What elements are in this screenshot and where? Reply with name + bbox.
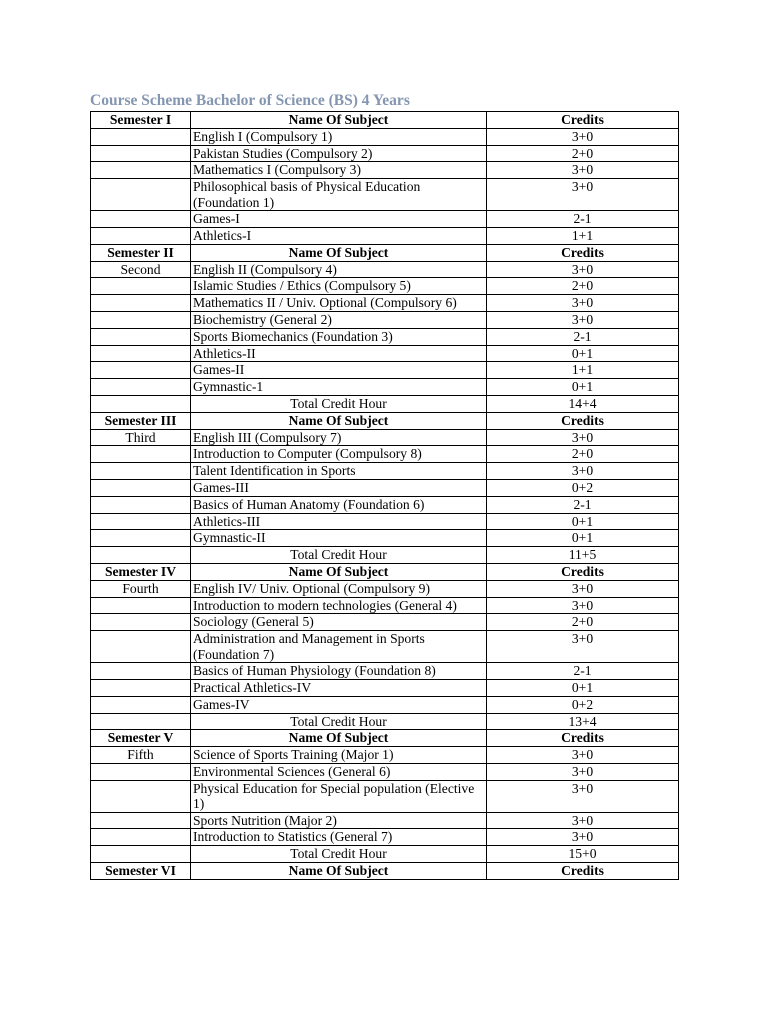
credit-value: 3+0 bbox=[487, 128, 679, 145]
semester-ordinal bbox=[91, 227, 191, 244]
subject-row bbox=[91, 379, 679, 396]
subject-row bbox=[91, 211, 679, 228]
semester-header-row bbox=[91, 412, 679, 429]
total-credit-row bbox=[91, 547, 679, 564]
subject-name: Introduction to Statistics (General 7) bbox=[191, 829, 487, 846]
credit-value: 0+1 bbox=[487, 530, 679, 547]
credits-column-header: Credits bbox=[487, 563, 679, 580]
subject-row bbox=[91, 631, 679, 663]
subject-column-header: Name Of Subject bbox=[191, 112, 487, 129]
credit-value: 2+0 bbox=[487, 614, 679, 631]
subject-row bbox=[91, 278, 679, 295]
subject-name: Games-II bbox=[191, 362, 487, 379]
subject-row bbox=[91, 362, 679, 379]
semester-label: Semester I bbox=[91, 112, 191, 129]
subject-row bbox=[91, 696, 679, 713]
semester-ordinal bbox=[91, 395, 191, 412]
credit-value: 3+0 bbox=[487, 261, 679, 278]
semester-ordinal bbox=[91, 278, 191, 295]
subject-row bbox=[91, 663, 679, 680]
total-credit-value: 15+0 bbox=[487, 846, 679, 863]
subject-name: English II (Compulsory 4) bbox=[191, 261, 487, 278]
credit-value: 0+2 bbox=[487, 479, 679, 496]
credit-value: 2-1 bbox=[487, 211, 679, 228]
total-credit-row bbox=[91, 846, 679, 863]
semester-ordinal bbox=[91, 295, 191, 312]
subject-name: Athletics-III bbox=[191, 513, 487, 530]
credit-value: 2-1 bbox=[487, 496, 679, 513]
semester-ordinal bbox=[91, 162, 191, 179]
semester-ordinal bbox=[91, 812, 191, 829]
semester-ordinal bbox=[91, 479, 191, 496]
credit-value: 0+1 bbox=[487, 379, 679, 396]
credit-value: 3+0 bbox=[487, 463, 679, 480]
semester-ordinal: Fifth bbox=[91, 747, 191, 764]
credit-value: 2-1 bbox=[487, 663, 679, 680]
semester-label: Semester III bbox=[91, 412, 191, 429]
semester-ordinal bbox=[91, 547, 191, 564]
subject-row bbox=[91, 763, 679, 780]
subject-row bbox=[91, 513, 679, 530]
semester-ordinal bbox=[91, 631, 191, 663]
credit-value: 3+0 bbox=[487, 747, 679, 764]
subject-row bbox=[91, 530, 679, 547]
credit-value: 3+0 bbox=[487, 812, 679, 829]
subject-row bbox=[91, 345, 679, 362]
semester-header-row bbox=[91, 244, 679, 261]
subject-name: English IV/ Univ. Optional (Compulsory 9) bbox=[191, 580, 487, 597]
subject-row bbox=[91, 429, 679, 446]
subject-row bbox=[91, 261, 679, 278]
semester-ordinal bbox=[91, 145, 191, 162]
course-scheme-table bbox=[90, 111, 679, 880]
credits-column-header: Credits bbox=[487, 412, 679, 429]
credit-value: 0+1 bbox=[487, 679, 679, 696]
credit-value: 3+0 bbox=[487, 780, 679, 812]
subject-column-header: Name Of Subject bbox=[191, 730, 487, 747]
subject-row bbox=[91, 295, 679, 312]
semester-ordinal: Third bbox=[91, 429, 191, 446]
subject-name: Gymnastic-1 bbox=[191, 379, 487, 396]
credit-value: 3+0 bbox=[487, 295, 679, 312]
semester-ordinal bbox=[91, 597, 191, 614]
subject-name: Sociology (General 5) bbox=[191, 614, 487, 631]
subject-row bbox=[91, 145, 679, 162]
subject-name: Sports Biomechanics (Foundation 3) bbox=[191, 328, 487, 345]
subject-column-header: Name Of Subject bbox=[191, 863, 487, 880]
subject-column-header: Name Of Subject bbox=[191, 563, 487, 580]
semester-header-row bbox=[91, 563, 679, 580]
total-credit-value: 14+4 bbox=[487, 395, 679, 412]
credit-value: 2+0 bbox=[487, 278, 679, 295]
subject-row bbox=[91, 780, 679, 812]
subject-row bbox=[91, 162, 679, 179]
credits-column-header: Credits bbox=[487, 244, 679, 261]
semester-ordinal bbox=[91, 311, 191, 328]
subject-name: Games-I bbox=[191, 211, 487, 228]
credit-value: 0+2 bbox=[487, 696, 679, 713]
credit-value: 3+0 bbox=[487, 162, 679, 179]
subject-name: Athletics-I bbox=[191, 227, 487, 244]
semester-ordinal bbox=[91, 379, 191, 396]
subject-row bbox=[91, 597, 679, 614]
semester-label: Semester II bbox=[91, 244, 191, 261]
subject-row bbox=[91, 479, 679, 496]
semester-ordinal bbox=[91, 530, 191, 547]
subject-name: Physical Education for Special population (Elective 1) bbox=[191, 780, 487, 812]
subject-name: English I (Compulsory 1) bbox=[191, 128, 487, 145]
subject-row bbox=[91, 128, 679, 145]
subject-row bbox=[91, 580, 679, 597]
subject-row bbox=[91, 679, 679, 696]
subject-name: Talent Identification in Sports bbox=[191, 463, 487, 480]
semester-ordinal bbox=[91, 679, 191, 696]
credit-value: 2+0 bbox=[487, 145, 679, 162]
subject-row bbox=[91, 446, 679, 463]
total-credit-row bbox=[91, 395, 679, 412]
subject-row bbox=[91, 614, 679, 631]
semester-ordinal bbox=[91, 463, 191, 480]
semester-ordinal bbox=[91, 362, 191, 379]
credit-value: 3+0 bbox=[487, 763, 679, 780]
subject-row bbox=[91, 328, 679, 345]
total-credit-row bbox=[91, 713, 679, 730]
credit-value: 0+1 bbox=[487, 513, 679, 530]
total-credit-label: Total Credit Hour bbox=[191, 846, 487, 863]
subject-name: Environmental Sciences (General 6) bbox=[191, 763, 487, 780]
semester-ordinal bbox=[91, 179, 191, 211]
total-credit-value: 11+5 bbox=[487, 547, 679, 564]
document-title: Course Scheme Bachelor of Science (BS) 4 Years bbox=[90, 92, 410, 109]
table-body bbox=[91, 112, 679, 880]
subject-name: Science of Sports Training (Major 1) bbox=[191, 747, 487, 764]
credits-column-header: Credits bbox=[487, 730, 679, 747]
subject-row bbox=[91, 311, 679, 328]
semester-ordinal bbox=[91, 713, 191, 730]
total-credit-label: Total Credit Hour bbox=[191, 395, 487, 412]
semester-ordinal bbox=[91, 345, 191, 362]
subject-column-header: Name Of Subject bbox=[191, 412, 487, 429]
semester-ordinal bbox=[91, 696, 191, 713]
credit-value: 2-1 bbox=[487, 328, 679, 345]
subject-row bbox=[91, 829, 679, 846]
total-credit-label: Total Credit Hour bbox=[191, 547, 487, 564]
semester-ordinal bbox=[91, 496, 191, 513]
credit-value: 3+0 bbox=[487, 631, 679, 663]
semester-ordinal: Second bbox=[91, 261, 191, 278]
credit-value: 3+0 bbox=[487, 179, 679, 211]
subject-name: Athletics-II bbox=[191, 345, 487, 362]
subject-name: Biochemistry (General 2) bbox=[191, 311, 487, 328]
subject-name: Practical Athletics-IV bbox=[191, 679, 487, 696]
credit-value: 3+0 bbox=[487, 829, 679, 846]
semester-header-row bbox=[91, 730, 679, 747]
credit-value: 0+1 bbox=[487, 345, 679, 362]
subject-name: Basics of Human Anatomy (Foundation 6) bbox=[191, 496, 487, 513]
semester-ordinal bbox=[91, 446, 191, 463]
subject-name: Games-III bbox=[191, 479, 487, 496]
subject-name: Administration and Management in Sports (Foundation 7) bbox=[191, 631, 487, 663]
subject-name: English III (Compulsory 7) bbox=[191, 429, 487, 446]
subject-name: Mathematics I (Compulsory 3) bbox=[191, 162, 487, 179]
semester-label: Semester V bbox=[91, 730, 191, 747]
credit-value: 3+0 bbox=[487, 580, 679, 597]
semester-header-row bbox=[91, 863, 679, 880]
subject-name: Mathematics II / Univ. Optional (Compulsory 6) bbox=[191, 295, 487, 312]
semester-ordinal bbox=[91, 328, 191, 345]
credit-value: 3+0 bbox=[487, 311, 679, 328]
semester-ordinal bbox=[91, 846, 191, 863]
semester-ordinal bbox=[91, 829, 191, 846]
subject-name: Introduction to modern technologies (General 4) bbox=[191, 597, 487, 614]
credit-value: 3+0 bbox=[487, 429, 679, 446]
subject-name: Pakistan Studies (Compulsory 2) bbox=[191, 145, 487, 162]
subject-row bbox=[91, 747, 679, 764]
semester-label: Semester VI bbox=[91, 863, 191, 880]
subject-name: Sports Nutrition (Major 2) bbox=[191, 812, 487, 829]
subject-name: Philosophical basis of Physical Education (Foundation 1) bbox=[191, 179, 487, 211]
credit-value: 1+1 bbox=[487, 362, 679, 379]
semester-ordinal bbox=[91, 128, 191, 145]
credit-value: 2+0 bbox=[487, 446, 679, 463]
subject-name: Games-IV bbox=[191, 696, 487, 713]
total-credit-label: Total Credit Hour bbox=[191, 713, 487, 730]
semester-ordinal bbox=[91, 763, 191, 780]
credit-value: 3+0 bbox=[487, 597, 679, 614]
semester-ordinal: Fourth bbox=[91, 580, 191, 597]
semester-ordinal bbox=[91, 211, 191, 228]
semester-ordinal bbox=[91, 663, 191, 680]
credits-column-header: Credits bbox=[487, 863, 679, 880]
subject-row bbox=[91, 227, 679, 244]
subject-name: Gymnastic-II bbox=[191, 530, 487, 547]
subject-name: Islamic Studies / Ethics (Compulsory 5) bbox=[191, 278, 487, 295]
subject-row bbox=[91, 179, 679, 211]
semester-ordinal bbox=[91, 614, 191, 631]
subject-row bbox=[91, 496, 679, 513]
credit-value: 1+1 bbox=[487, 227, 679, 244]
semester-ordinal bbox=[91, 513, 191, 530]
subject-column-header: Name Of Subject bbox=[191, 244, 487, 261]
credits-column-header: Credits bbox=[487, 112, 679, 129]
semester-label: Semester IV bbox=[91, 563, 191, 580]
subject-name: Introduction to Computer (Compulsory 8) bbox=[191, 446, 487, 463]
subject-name: Basics of Human Physiology (Foundation 8) bbox=[191, 663, 487, 680]
subject-row bbox=[91, 463, 679, 480]
semester-ordinal bbox=[91, 780, 191, 812]
subject-row bbox=[91, 812, 679, 829]
semester-header-row bbox=[91, 112, 679, 129]
total-credit-value: 13+4 bbox=[487, 713, 679, 730]
